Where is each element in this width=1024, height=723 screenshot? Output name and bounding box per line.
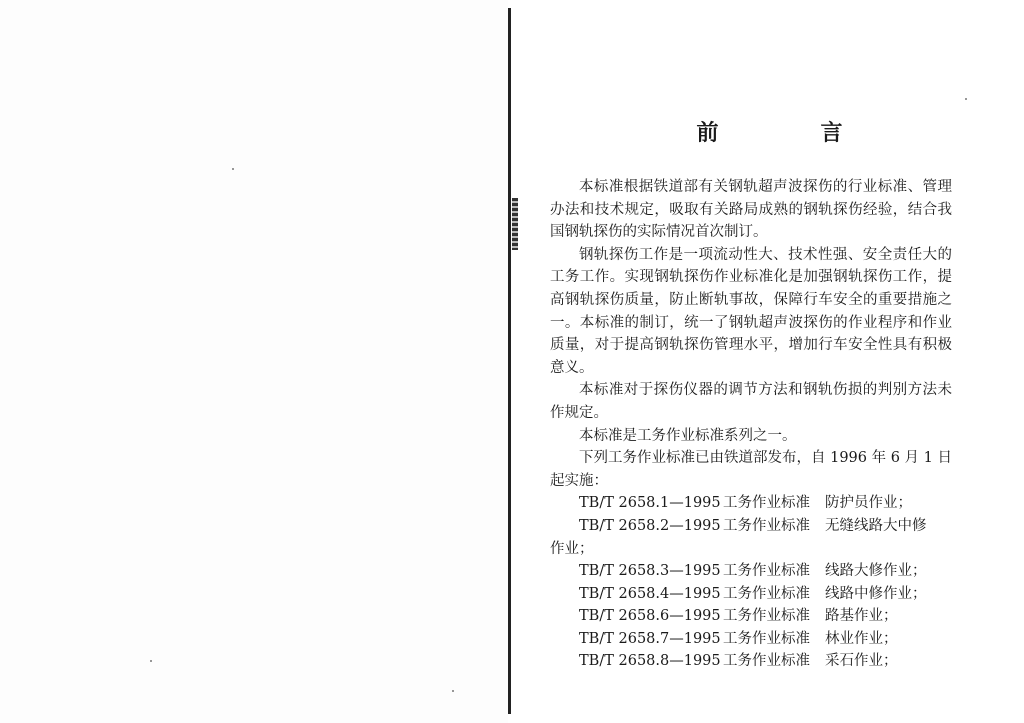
standard-item — [550, 492, 952, 515]
scan-speck — [965, 98, 967, 100]
standard-category: 工务作业标准 — [723, 563, 810, 580]
book-spine — [508, 8, 511, 714]
standard-category: 工务作业标准 — [723, 495, 810, 512]
standard-name-continuation: 作业； — [550, 540, 594, 557]
page-title: 前 言 — [696, 120, 883, 146]
standard-category: 工务作业标准 — [723, 585, 810, 602]
paragraph-4: 本标准是工务作业标准系列之一。 — [579, 427, 797, 444]
standard-name: 无缝线路大中修 — [825, 517, 927, 534]
standard-category: 工务作业标准 — [723, 653, 810, 670]
standard-item-continuation — [550, 538, 952, 561]
standard-code: TB/T 2658.3—1995 — [579, 563, 721, 580]
standard-category: 工务作业标准 — [723, 517, 810, 534]
standard-item — [550, 583, 952, 606]
paragraph-5: 下列工务作业标准已由铁道部发布，自 1996 年 6 月 1 日起实施： — [550, 450, 953, 489]
standard-name: 防护员作业； — [825, 495, 912, 512]
standard-name: 林业作业； — [825, 630, 898, 647]
standard-item — [550, 628, 952, 651]
standard-code: TB/T 2658.4—1995 — [579, 585, 721, 602]
paragraph-1: 本标准根据铁道部有关钢轨超声波探伤的行业标准、管理办法和技术规定，吸取有关路局成熟的钢轨探伤经验，结合我国钢轨探伤的实际情况首次制订。 — [550, 179, 952, 241]
standard-code: TB/T 2658.2—1995 — [579, 517, 721, 534]
scan-speck — [232, 168, 234, 170]
standard-code: TB/T 2658.6—1995 — [579, 608, 721, 625]
standard-code: TB/T 2658.1—1995 — [579, 495, 721, 512]
paragraph-2: 钢轨探伤工作是一项流动性大、技术性强、安全责任大的工务工作。实现钢轨探伤作业标准化是加强钢轨探伤工作，提高钢轨探伤质量，防止断轨事故，保障行车安全的重要措施之一。本标准的制订，统一了钢轨超声波探伤的作业程序和作业质量，对于提高钢轨探伤管理水平，增加行车安全性具有积极意义。 — [550, 246, 952, 376]
standard-name: 线路中修作业； — [825, 585, 927, 602]
standard-category: 工务作业标准 — [723, 630, 810, 647]
standard-name: 采石作业； — [825, 653, 898, 670]
standard-item — [550, 515, 952, 538]
paragraph-3: 本标准对于探伤仪器的调节方法和钢轨伤损的判别方法未作规定。 — [550, 382, 952, 421]
standard-item — [550, 560, 952, 583]
preface-body — [550, 176, 952, 673]
left-page-blank — [0, 0, 508, 723]
standard-category: 工务作业标准 — [723, 608, 810, 625]
standard-code: TB/T 2658.7—1995 — [579, 630, 721, 647]
right-page — [515, 0, 1024, 723]
scan-speck — [150, 660, 152, 662]
standard-name: 线路大修作业； — [825, 563, 927, 580]
standard-name: 路基作业； — [825, 608, 898, 625]
standard-item — [550, 650, 952, 673]
standard-item — [550, 605, 952, 628]
scan-speck — [452, 690, 454, 692]
standard-code: TB/T 2658.8—1995 — [579, 653, 721, 670]
